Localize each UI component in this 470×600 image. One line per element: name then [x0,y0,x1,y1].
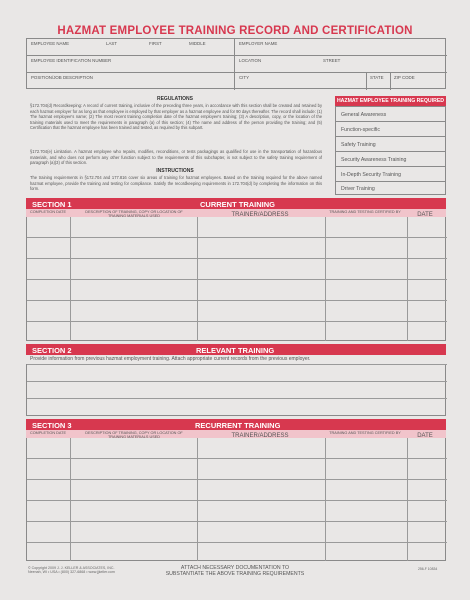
section3-table[interactable] [26,438,446,561]
location-field[interactable] [235,56,447,73]
city-field[interactable] [235,73,367,90]
section1-title: CURRENT TRAINING [200,199,275,209]
first-label: FIRST [149,41,162,46]
zip-label: ZIP CODE [394,75,415,80]
section3-title: RECURRENT TRAINING [195,420,281,430]
attach-note-line2: SUBSTANTIATE THE ABOVE TRAINING REQUIREMENTS [165,571,305,577]
section2-instructions: Provide information from previous hazmat employment training. Attach appropriate current records from the previous employer. [30,356,311,362]
form-title: HAZMAT EMPLOYEE TRAINING RECORD AND CERTIFICATION [57,25,413,37]
section2-title: RELEVANT TRAINING [196,345,275,355]
section1-table[interactable] [26,217,446,341]
required-general-awareness[interactable]: General Awareness [341,111,387,118]
required-function-specific[interactable]: Function-specific [341,126,380,133]
section2-table[interactable] [26,364,446,416]
street-label: STREET [323,58,341,63]
section3-col-trainer: TRAINER/ADDRESS [231,433,289,439]
regulations-recordkeeping-text: §172.704(d) Recordkeeping: A record of current training, inclusive of the preceding three years, in accordance with this section shall be created and retained by each hazmat employer for as long as that employee is employed by that employer as a hazmat employee and for 90 days thereafter. The record shall include: (1) The hazmat employee's name; (2) The most recent training completion date of the hazmat employee's training; (3) A description, copy, or the location of the training materials used to meet the requirements in paragraph (a) of this section; (4) The name and address of the person providing the training; and (5) Certification that the hazmat employee has been trained and tested, as required by this subpart. [30,103,322,131]
section1-header [26,198,446,209]
position-label: POSITION/JOB DESCRIPTION [31,75,93,80]
section3-number: SECTION 3 [32,420,72,430]
employee-info-grid [26,38,446,89]
section1-col-certified: TRAINING AND TESTING CERTIFIED BY [329,210,401,214]
copyright-line2: Neenah, WI • USA • (800) 327-6868 • www.jjkeller.com [28,570,115,575]
instructions-text: The training requirements in §172.704 and 177.816 cover six areas of training for hazmat employees. Based on the training required for the above named hazmat employee, provide the training and testing for compliance. Satisfy the recordkeeping requirements in 172.704(d) by completing the information on this form. [30,175,322,192]
training-required-heading: HAZMAT EMPLOYEE TRAINING REQUIRED [336,98,445,104]
required-driver-training[interactable]: Driver Training [341,185,375,192]
required-security-awareness[interactable]: Security Awareness Training [341,156,407,163]
employee-id-label: EMPLOYEE IDENTIFICATION NUMBER [31,58,112,63]
section3-header [26,419,446,430]
employer-name-label: EMPLOYER NAME [239,41,278,46]
location-label: LOCATION [239,58,262,63]
section1-col-completion-date: COMPLETION DATE [29,210,66,214]
city-label: CITY [239,75,250,80]
section3-col-completion-date: COMPLETION DATE [29,431,66,435]
regulations-heading: REGULATIONS [156,96,194,102]
section1-col-description: DESCRIPTION OF TRAINING, COPY OR LOCATION OF TRAINING MATERIALS USED [85,210,183,219]
last-label: LAST [106,41,117,46]
instructions-heading: INSTRUCTIONS [156,168,194,174]
section2-header [26,344,446,355]
section1-col-date: DATE [417,212,433,218]
required-in-depth-security[interactable]: In-Depth Security Training [341,171,401,178]
section1-col-trainer: TRAINER/ADDRESS [231,212,289,218]
state-label: STATE [370,75,384,80]
regulations-limitation-text: §172.704(e) Limitation. A hazmat employee who repairs, modifies, reconditions, or tests packagings as qualified for use in the transportation of hazardous materials, and who does not perform any other function subject to the requirements of this subchapter, is not subject to the safety training requirement of paragraph (a)(3) of this section. [30,149,322,166]
copyright-line1: © Copyright 2009 J. J. KELLER & ASSOCIATES, INC. [28,566,115,570]
section3-col-date: DATE [417,433,433,439]
middle-label: MIDDLE [189,41,206,46]
footer-attach-note [140,565,330,577]
footer-form-number: 256-F 10834 [418,567,438,571]
footer-copyright [28,566,115,575]
required-safety-training[interactable]: Safety Training [341,141,376,148]
section3-col-certified: TRAINING AND TESTING CERTIFIED BY [329,431,401,435]
employee-name-label: EMPLOYEE NAME [31,41,70,46]
section3-col-description: DESCRIPTION OF TRAINING, COPY OR LOCATION OF TRAINING MATERIALS USED [85,431,183,440]
section1-number: SECTION 1 [32,199,72,209]
attach-note-line1: ATTACH NECESSARY DOCUMENTATION TO [180,565,290,571]
section2-number: SECTION 2 [32,345,72,355]
